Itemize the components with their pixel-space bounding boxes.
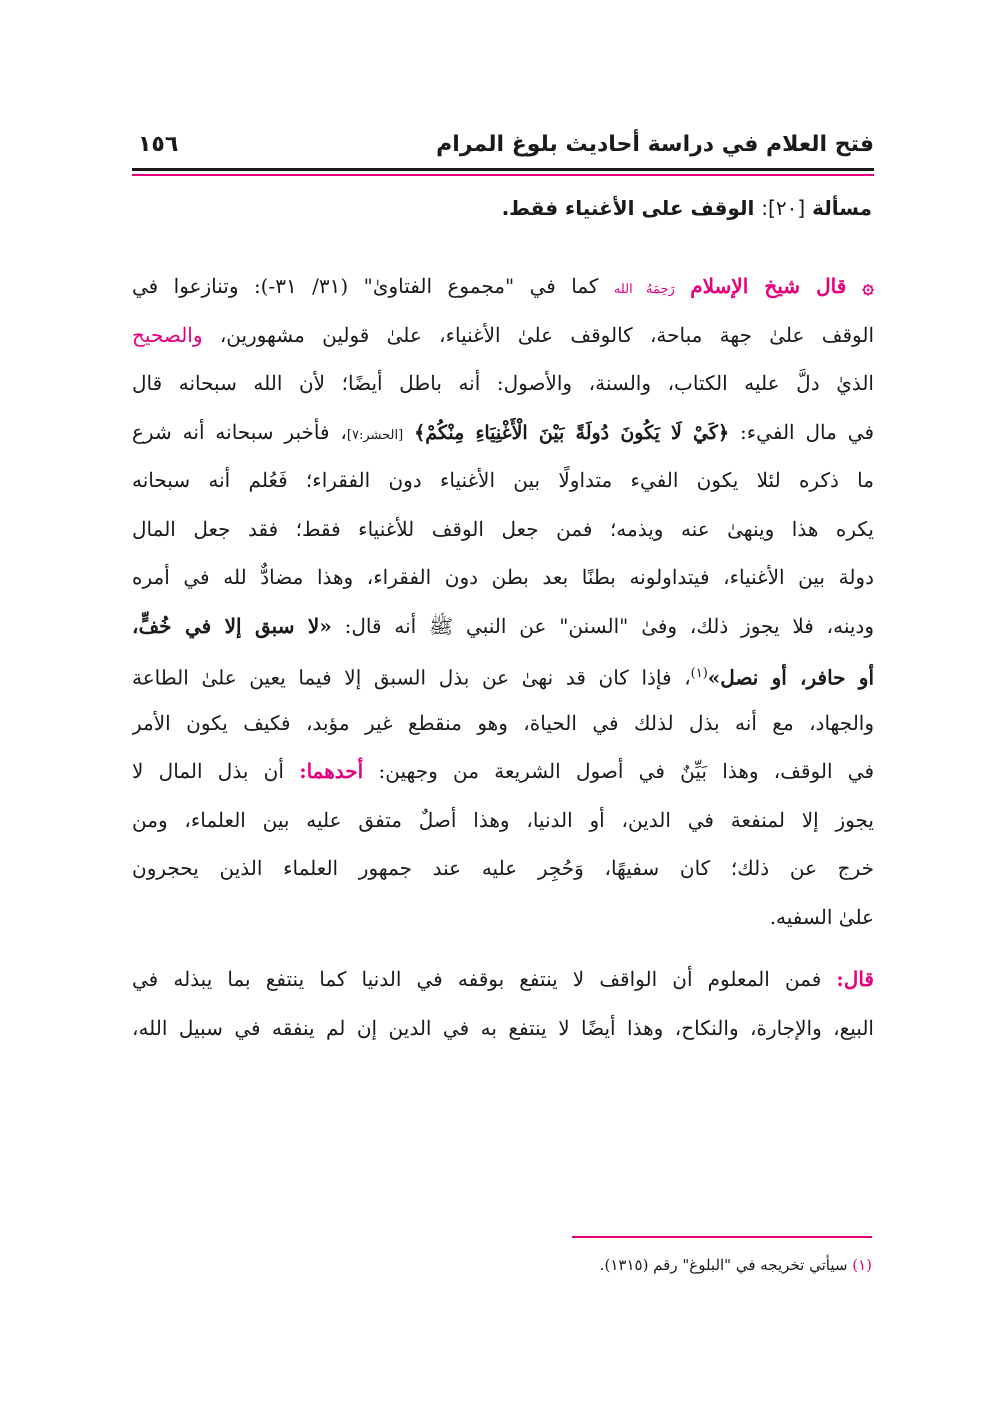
header-rule-magenta xyxy=(132,174,874,176)
text-line: يكره هذا وينهىٰ عنه ويذمه؛ فمن جعل الوقف للأغنياء فقط؛ فقد جعل المال xyxy=(132,516,874,541)
line-text: أن بذل المال لا xyxy=(132,759,284,783)
text-line: ما ذكره لئلا يكون الفيء متداولًا بين الأغنياء دون الفقراء؛ فَعُلم أنه سبحانه xyxy=(132,468,874,492)
paragraph-gap xyxy=(132,941,874,955)
text-line: والجهاد، مع أنه بذل لذلك في الحياة، وهو منقطع غير مؤبد، فكيف يكون الأمر xyxy=(132,710,874,735)
line-text: في مال الفيء: xyxy=(740,419,874,444)
footnote-ref[interactable]: (١) xyxy=(690,666,708,681)
footnote-text: سيأتي تخريجه في "البلوغ" رقم (١٣١٥). xyxy=(599,1256,848,1274)
text-line: خرج عن ذلك؛ كان سفيهًا، وَحُجِر عليه عند جمهور العلماء الذين يحجرون xyxy=(132,856,874,880)
verse-reference: [الحشر:٧] xyxy=(346,427,404,443)
page-number: ١٥٦ xyxy=(138,132,179,157)
line-text: كما في "مجموع الفتاوىٰ" (٣١/ ٣١-): وتنازعوا في xyxy=(132,274,599,298)
quran-verse: ﴿كَيْ لَا يَكُونَ دُولَةً بَيْنَ الْأَغْنِيَاءِ مِنْكُمْ﴾ xyxy=(414,421,730,444)
text-line xyxy=(132,262,874,311)
hadith-text: «لا سبق إلا في خُفٍّ، xyxy=(132,613,332,638)
text-line: الذيٰ دلَّ عليه الكتاب، والسنة، والأصول: أنه باطل أيضًا؛ لأن الله سبحانه قال xyxy=(132,371,874,395)
header-rule-black xyxy=(132,168,874,171)
text-line xyxy=(132,408,874,457)
page-header xyxy=(132,128,874,168)
line-text: ودينه، فلا يجوز ذلك، وفىٰ "السنن" عن النبي ﷺ أنه قال: xyxy=(344,613,874,638)
text-line xyxy=(132,311,874,360)
speaker-intro: قال: xyxy=(836,967,874,991)
highlight-word: أحدهما: xyxy=(299,759,364,783)
text-line: علىٰ السفيه. xyxy=(769,904,874,929)
speaker-intro: ۞ قال شيخ الإسلام xyxy=(690,274,874,298)
highlight-word: والصحيح xyxy=(132,322,203,347)
line-text: ، فأخبر سبحانه أنه شرع xyxy=(132,419,347,444)
text-line xyxy=(132,955,874,1004)
main-text xyxy=(132,262,874,1052)
line-text: فمن المعلوم أن الواقف لا ينتفع بوقفه في الدنيا كما ينتفع بما يبذله في xyxy=(132,967,822,991)
honorific: رَحِمَهُ الله xyxy=(613,282,675,297)
text-line xyxy=(132,747,874,796)
text-line xyxy=(132,602,874,651)
line-text: ، فإذا كان قد نهىٰ عن بذل السبق إلا فيما يعين علىٰ الطاعة xyxy=(132,665,691,690)
line-text: الوقف علىٰ جهة مباحة، كالوقف علىٰ الأغنياء، علىٰ قولين مشهورين، xyxy=(219,322,874,347)
section-title-text: الوقف على الأغنياء فقط. xyxy=(501,196,755,220)
text-line: دولة بين الأغنياء، فيتداولونه بطنًا بعد بطن دون الفقراء، وهذا مضادٌّ لله في أمره xyxy=(132,565,874,589)
line-text: في الوقف، وهذا بَيِّنٌ في أصول الشريعة من وجهين: xyxy=(378,759,874,783)
footnote-marker: (١) xyxy=(852,1256,872,1274)
section-number: [٢٠]: xyxy=(761,196,806,220)
book-title: فتح العلام في دراسة أحاديث بلوغ المرام xyxy=(436,132,874,157)
text-line xyxy=(132,650,874,699)
section-title xyxy=(502,196,872,220)
footnote xyxy=(600,1256,872,1274)
text-line: البيع، والإجارة، والنكاح، وهذا أيضًا لا ينتفع به في الدين إن لم ينفقه في سبيل الله، xyxy=(132,1015,874,1040)
hadith-text: أو حافر، أو نصل» xyxy=(707,665,874,690)
text-line: يجوز إلا لمنفعة في الدين، أو الدنيا، وهذا أصلٌ متفق عليه بين العلماء، ومن xyxy=(132,807,874,832)
section-label: مسألة xyxy=(812,196,872,220)
footnote-rule xyxy=(572,1236,872,1238)
